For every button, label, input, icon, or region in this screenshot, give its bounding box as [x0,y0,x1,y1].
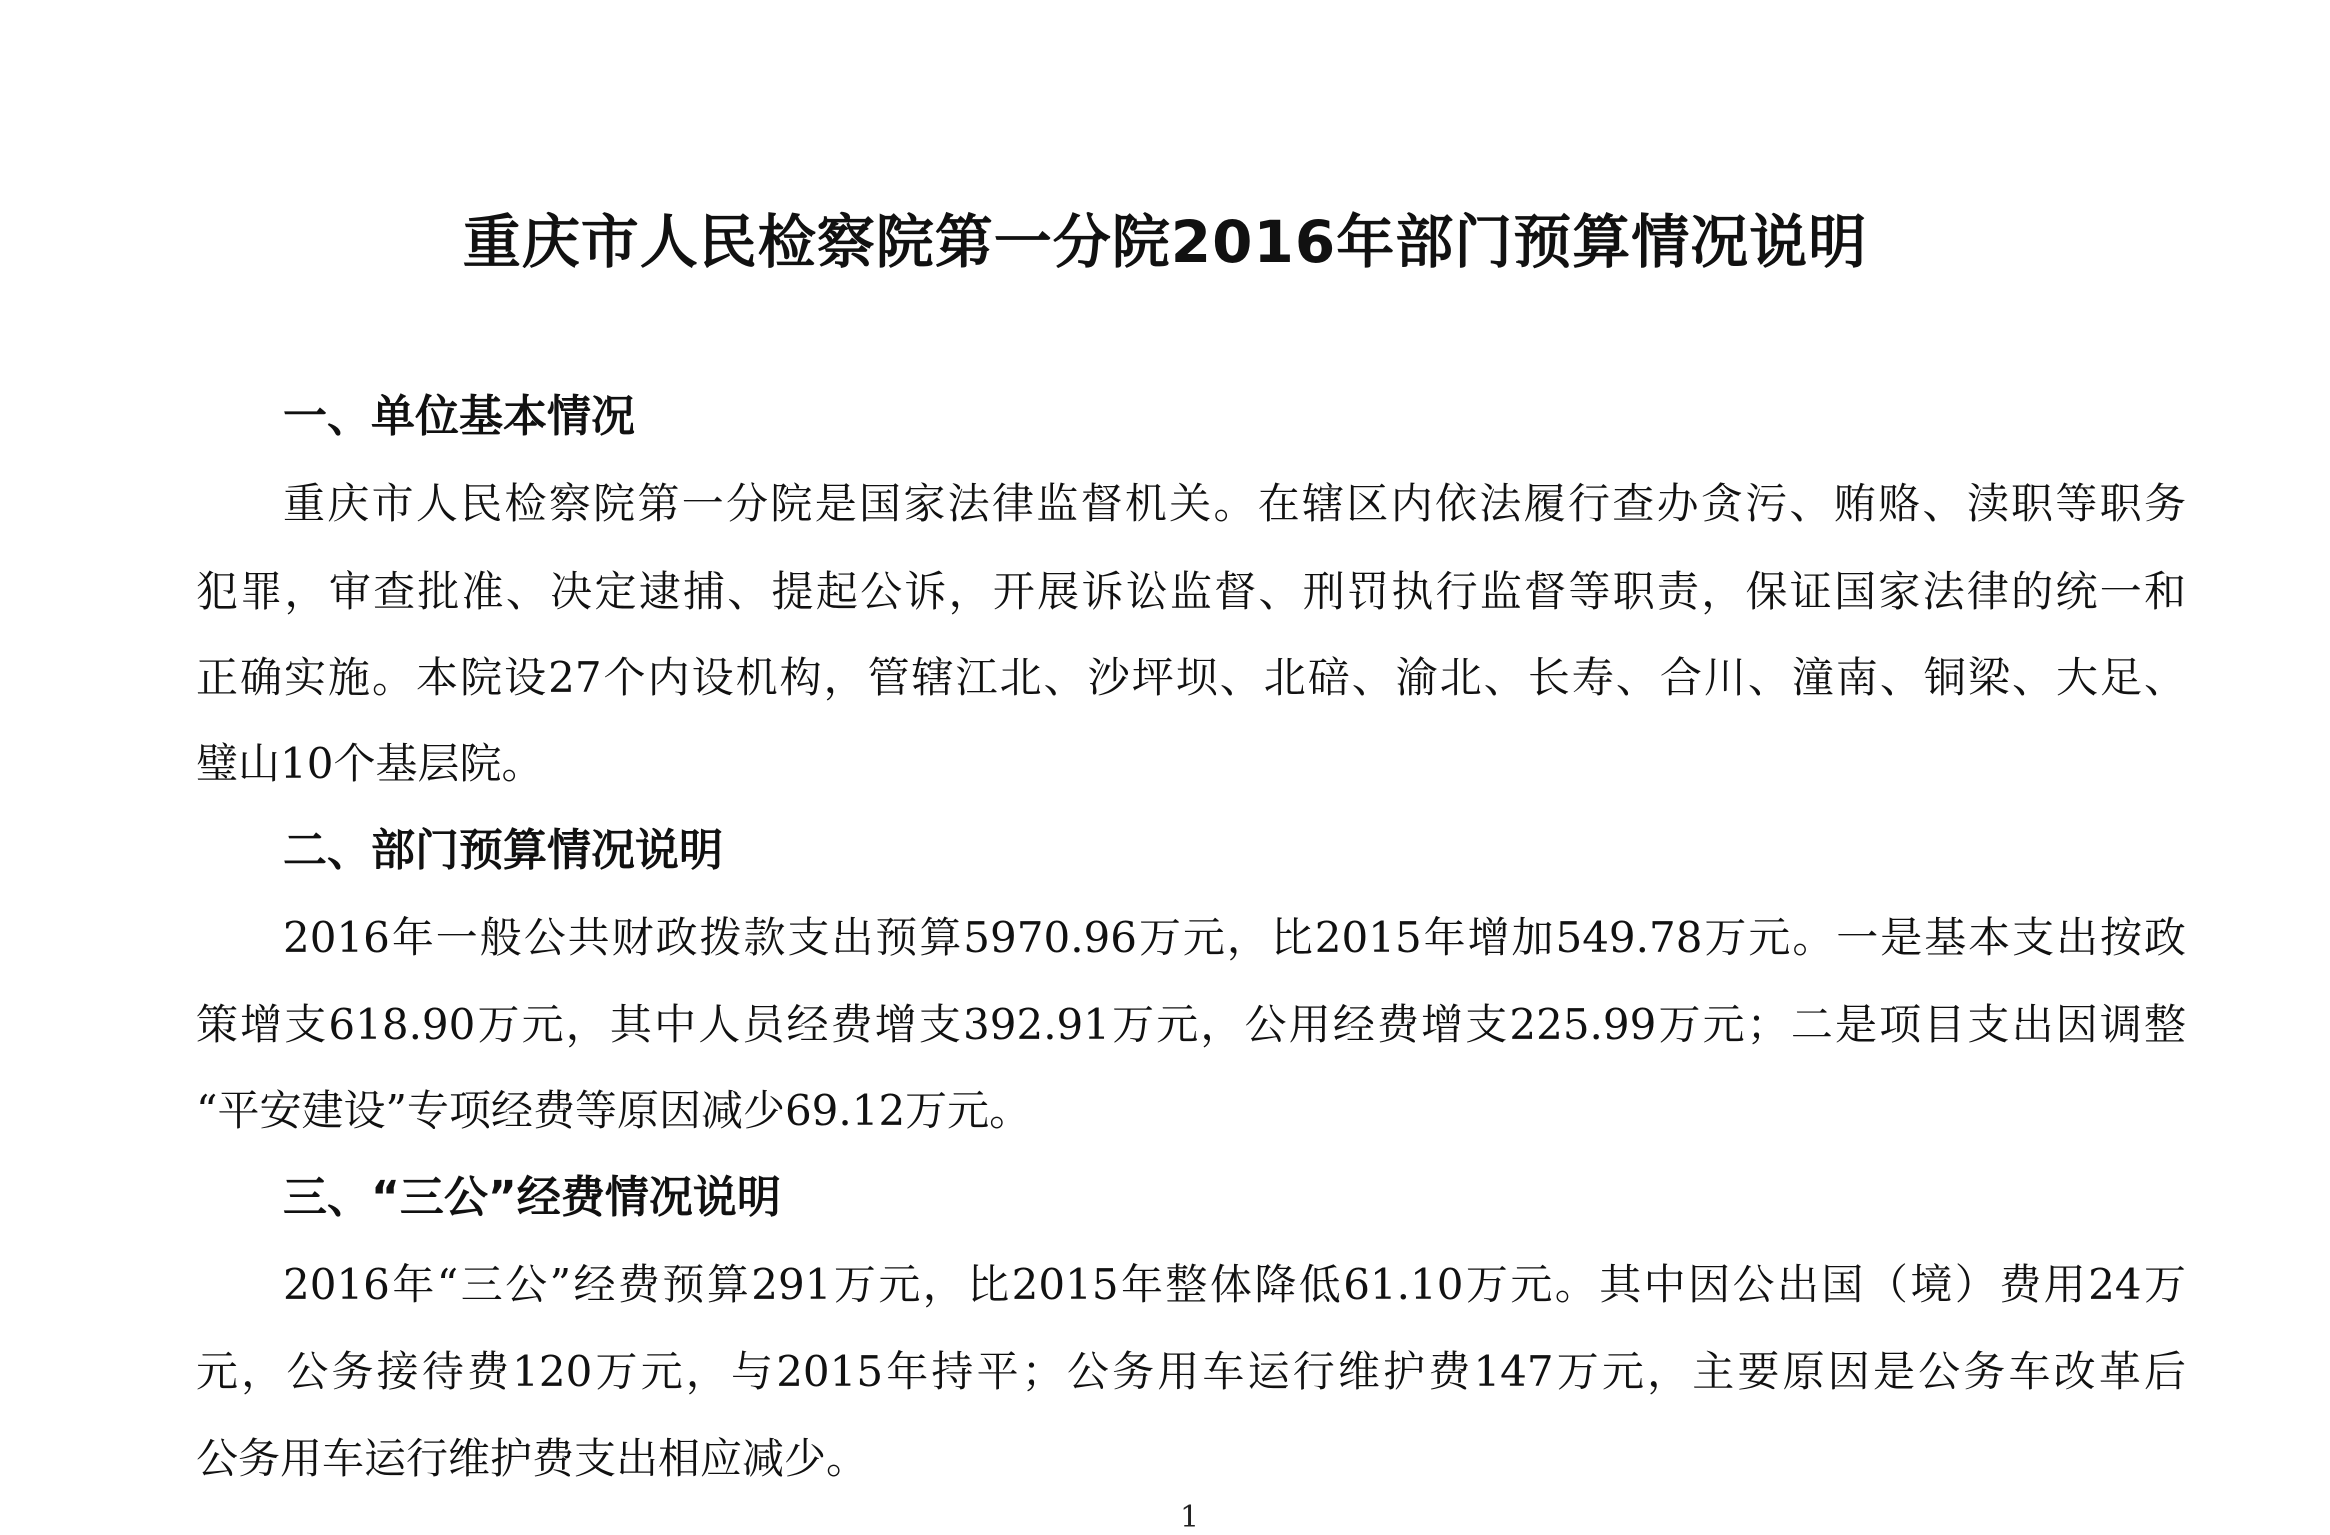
document-title: 重庆市人民检察院第一分院2016年部门预算情况说明 [462,208,1868,276]
section-heading-2: 二、部门预算情况说明 [283,825,723,876]
paragraph-line: 正确实施。本院设27个内设机构，管辖江北、沙坪坝、北碚、渝北、长寿、合川、潼南、铜梁、大足、 [196,653,2186,702]
paragraph-line: 2016年一般公共财政拨款支出预算5970.96万元，比2015年增加549.78万元。一是基本支出按政 [283,913,2186,962]
paragraph-line: 重庆市人民检察院第一分院是国家法律监督机关。在辖区内依法履行查办贪污、贿赂、渎职等职务 [283,479,2186,528]
page-number: 1 [1180,1500,1200,1535]
paragraph-line: “平安建设”专项经费等原因减少69.12万元。 [196,1086,1032,1135]
paragraph-line: 公务用车运行维护费支出相应减少。 [196,1434,869,1483]
paragraph-line: 璧山10个基层院。 [196,739,544,788]
paragraph-line: 犯罪，审查批准、决定逮捕、提起公诉，开展诉讼监督、刑罚执行监督等职责，保证国家法律的统一和 [196,567,2186,616]
paragraph-line: 策增支618.90万元，其中人员经费增支392.91万元，公用经费增支225.99万元；二是项目支出因调整 [196,1000,2186,1049]
section-heading-1: 一、单位基本情况 [283,391,635,442]
paragraph-line: 2016年“三公”经费预算291万元，比2015年整体降低61.10万元。其中因公出国（境）费用24万 [283,1260,2186,1309]
section-heading-3: 三、“三公”经费情况说明 [283,1172,781,1223]
paragraph-line: 元，公务接待费120万元，与2015年持平；公务用车运行维护费147万元，主要原因是公务车改革后 [196,1347,2186,1396]
